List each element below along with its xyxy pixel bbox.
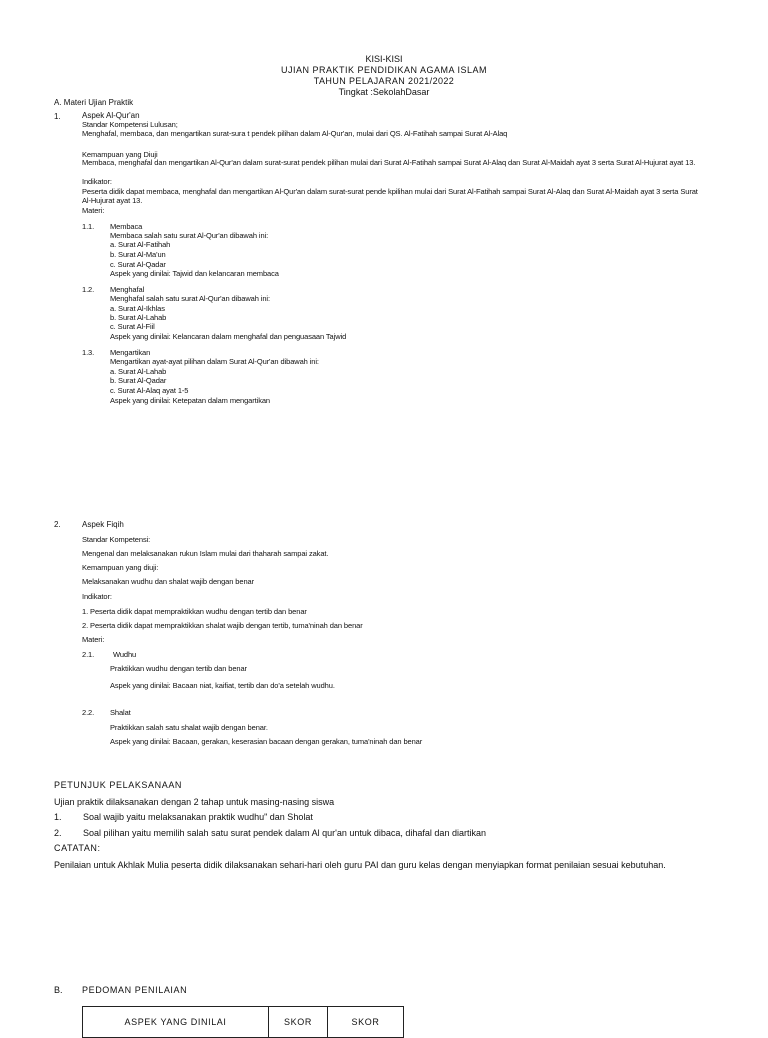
- sub-2-1-desc: Praktikkan wudhu dengan tertib dan benar: [110, 664, 247, 673]
- item-1-kemampuan-text: Membaca, menghafal dan mengartikan Al-Qur'an dalam surat-surat pendek pilihan mulai dari Surat Al-Fatihah sampai Surat Al-Alaq dan Surat Al-Maidah ayat 3 serta Surat Al-Hujurat ayat 13.: [82, 158, 696, 167]
- item-1-std-text: Menghafal, membaca, dan mengartikan surat-sura t pendek pilihan dalam Al-Qur'an, mulai dari QS. Al-Fatihah sampai Surat Al-Alaq: [82, 129, 508, 138]
- table-header-aspek: ASPEK YANG DINILAI: [83, 1007, 269, 1038]
- item-2-number: 2.: [54, 520, 61, 529]
- sub-2-2-title: Shalat: [110, 708, 131, 717]
- petunjuk-intro: Ujian praktik dilaksanakan dengan 2 tahap untuk masing-nasing siswa: [54, 797, 335, 807]
- section-b-number: B.: [54, 985, 63, 995]
- sub-1-1-title: Membaca: [110, 222, 143, 231]
- sub-1-3-title: Mengartikan: [110, 348, 151, 357]
- doc-title: KISI-KISI: [365, 54, 403, 64]
- sub-1-3-number: 1.3.: [82, 348, 95, 357]
- item-1-number: 1.: [54, 112, 61, 121]
- sub-2-2-number: 2.2.: [82, 708, 95, 717]
- item-1-aspek: Aspek Al-Qur'an: [82, 111, 140, 120]
- doc-level: Tingkat :SekolahDasar: [338, 87, 430, 97]
- item-1-materi-label: Materi:: [82, 206, 105, 215]
- sub-1-2-item: a. Surat Al-Ikhlas: [110, 304, 165, 313]
- catatan-label: CATATAN:: [54, 843, 101, 853]
- item-2-kemampuan-text: Melaksanakan wudhu dan shalat wajib dengan benar: [82, 577, 254, 586]
- sub-2-1-title: Wudhu: [113, 650, 137, 659]
- sub-1-1-aspek: Aspek yang dinilai: Tajwid dan kelancaran membaca: [110, 269, 279, 278]
- table-header-row: [83, 1007, 404, 1038]
- item-1-indikator-text: Peserta didik dapat membaca, menghafal dan mengartikan Al-Qur'an dalam surat-surat pende kpilihan mulai dari Surat Al-Fatihah sampai Surat Al-Alaq dan Surat Al-Maidah ayat 3 serta Surat Al-Hujurat ayat 13.: [82, 187, 698, 205]
- sub-1-2-item: b. Surat Al-Lahab: [110, 313, 167, 322]
- sub-2-2-aspek: Aspek yang dinilai: Bacaan, gerakan, keserasian bacaan dengan gerakan, tuma'ninah dan benar: [110, 737, 423, 746]
- sub-1-3-item: a. Surat Al-Lahab: [110, 367, 167, 376]
- petunjuk-2-number: 2.: [54, 828, 62, 838]
- petunjuk-2: Soal pilihan yaitu memilih salah satu surat pendek dalam Al qur'an untuk dibaca, dihafal dan diartikan: [83, 828, 486, 838]
- item-2-kemampuan-label: Kemampuan yang diuji:: [82, 563, 159, 572]
- petunjuk-1-number: 1.: [54, 812, 62, 822]
- item-1-std-label: Standar Kompetensi Lulusan;: [82, 120, 178, 129]
- sub-2-1-aspek: Aspek yang dinilai: Bacaan niat, kaifiat, tertib dan do'a setelah wudhu.: [110, 681, 335, 690]
- sub-1-3-desc: Mengartikan ayat-ayat pilihan dalam Surat Al-Qur'an dibawah ini:: [110, 357, 319, 366]
- item-2-std-text: Mengenal dan melaksanakan rukun Islam mulai dari thaharah sampai zakat.: [82, 549, 329, 558]
- section-b-title: PEDOMAN PENILAIAN: [82, 985, 188, 995]
- petunjuk-title: PETUNJUK PELAKSANAAN: [54, 780, 183, 790]
- sub-1-3-item: b. Surat Al-Qadar: [110, 376, 167, 385]
- sub-1-1-desc: Membaca salah satu surat Al-Qur'an dibawah ini:: [110, 231, 269, 240]
- table-header-skor: SKOR: [269, 1007, 328, 1038]
- sub-1-3-item: c. Surat Al-Alaq ayat 1-5: [110, 386, 189, 395]
- sub-1-1-item: b. Surat Al-Ma'un: [110, 250, 166, 259]
- doc-year: TAHUN PELAJARAN 2021/2022: [313, 76, 455, 86]
- sub-1-1-item: a. Surat Al-Fatihah: [110, 240, 171, 249]
- sub-1-1-number: 1.1.: [82, 222, 95, 231]
- catatan-text: Penilaian untuk Akhlak Mulia peserta didik dilaksanakan sehari-hari oleh guru PAI dan guru kelas dengan menyiapkan format penilaian sesuai kebutuhan.: [54, 860, 666, 870]
- item-2-indikator-2: 2. Peserta didik dapat mempraktikkan shalat wajib dengan tertib, tuma'ninah dan benar: [82, 621, 363, 630]
- sub-2-1-number: 2.1.: [82, 650, 95, 659]
- sub-1-2-desc: Menghafal salah satu surat Al-Qur'an dibawah ini:: [110, 294, 270, 303]
- sub-2-2-desc: Praktikkan salah satu shalat wajib dengan benar.: [110, 723, 268, 732]
- doc-subtitle: UJIAN PRAKTIK PENDIDIKAN AGAMA ISLAM: [280, 65, 488, 75]
- sub-1-3-aspek: Aspek yang dinilai: Ketepatan dalam mengartikan: [110, 396, 270, 405]
- sub-1-2-aspek: Aspek yang dinilai: Kelancaran dalam menghafal dan penguasaan Tajwid: [110, 332, 347, 341]
- sub-1-1-item: c. Surat Al-Qadar: [110, 260, 166, 269]
- item-2-indikator-label: Indikator:: [82, 592, 112, 601]
- table-header-skor: SKOR: [328, 1007, 404, 1038]
- sub-1-2-title: Menghafal: [110, 285, 145, 294]
- item-2-aspek: Aspek Fiqih: [82, 520, 124, 529]
- sub-1-2-number: 1.2.: [82, 285, 95, 294]
- item-2-indikator-1: 1. Peserta didik dapat mempraktikkan wudhu dengan tertib dan benar: [82, 607, 307, 616]
- petunjuk-1: Soal wajib yaitu melaksanakan praktik wudhu" dan Sholat: [83, 812, 313, 822]
- pedoman-table: [82, 1006, 404, 1038]
- section-a-title: A. Materi Ujian Praktik: [54, 98, 134, 107]
- item-2-materi-label: Materi:: [82, 635, 105, 644]
- item-2-std-label: Standar Kompetensi:: [82, 535, 151, 544]
- item-1-indikator-label: Indikator:: [82, 177, 112, 186]
- sub-1-2-item: c. Surat Al-Fiil: [110, 322, 155, 331]
- item-1-kemampuan-label: Kemampuan yang Diuji: [82, 150, 158, 159]
